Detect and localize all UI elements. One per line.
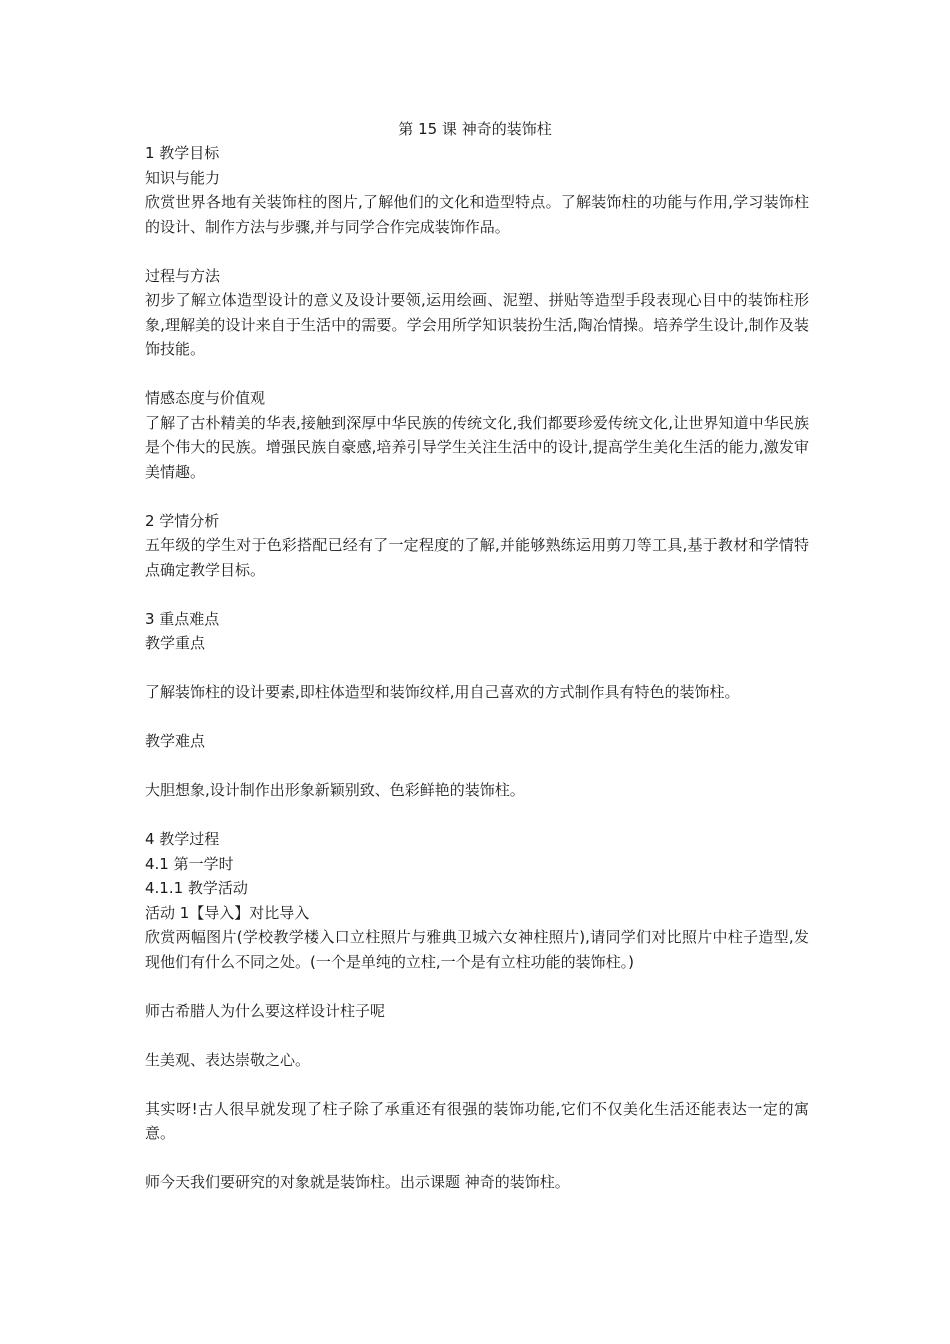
- paragraph-activity-intro: 欣赏两幅图片(学校教学楼入口立柱照片与雅典卫城六女神柱照片),请同学们对比照片中柱子造型,发现他们有什么不同之处。(一个是单纯的立柱,一个是有立柱功能的装饰柱。): [145, 928, 809, 971]
- subheading-focus: 教学重点: [145, 634, 206, 652]
- spacer: [145, 803, 809, 828]
- paragraph-explanation: 其实呀!古人很早就发现了柱子除了承重还有很强的装饰功能,它们不仅美化生活还能表达一定的寓意。: [145, 1099, 809, 1142]
- paragraph-topic-intro: 师今天我们要研究的对象就是装饰柱。出示课题 神奇的装饰柱。: [145, 1173, 570, 1191]
- subheading-process: 过程与方法: [145, 266, 221, 285]
- document-body: [145, 141, 809, 1195]
- spacer: [145, 974, 809, 999]
- subheading-activities: 4.1.1 教学活动: [145, 879, 248, 897]
- paragraph-teacher-question: 师古希腊人为什么要这样设计柱子呢: [145, 1001, 386, 1020]
- subheading-knowledge: 知识与能力: [145, 168, 221, 187]
- spacer: [145, 484, 809, 509]
- lesson-title: 第 15 课 神奇的装饰柱: [398, 120, 552, 138]
- paragraph-difficulty: 大胆想象,设计制作出形象新颖别致、色彩鲜艳的装饰柱。: [145, 781, 525, 799]
- paragraph-process: 初步了解立体造型设计的意义及设计要领,运用绘画、泥塑、拼贴等造型手段表现心目中的装饰柱形象,理解美的设计来自于生活中的需要。学会用所学知识装扮生活,陶冶情操。培养学生设计,制作及装饰技能。: [145, 291, 809, 358]
- section-heading-analysis: 2 学情分析: [145, 511, 220, 530]
- section-heading-objectives: 1 教学目标: [145, 144, 220, 162]
- spacer: [145, 1023, 809, 1048]
- spacer: [145, 754, 809, 779]
- spacer: [145, 656, 809, 681]
- subheading-attitude: 情感态度与价值观: [145, 389, 266, 407]
- spacer: [145, 582, 809, 607]
- section-heading-process: 4 教学过程: [145, 830, 220, 848]
- spacer: [145, 705, 809, 730]
- spacer: [145, 1146, 809, 1171]
- section-heading-key-points: 3 重点难点: [145, 609, 220, 628]
- activity-title: 活动 1【导入】对比导入: [145, 903, 310, 922]
- paragraph-knowledge: 欣赏世界各地有关装饰柱的图片,了解他们的文化和造型特点。了解装饰柱的功能与作用,学习装饰柱的设计、制作方法与步骤,并与同学合作完成装饰作品。: [145, 193, 809, 236]
- paragraph-attitude: 了解了古朴精美的华表,接触到深厚中华民族的传统文化,我们都要珍爱传统文化,让世界知道中华民族是个伟大的民族。增强民族自豪感,培养引导学生关注生活中的设计,提高学生美化生活的能力,激发审美情趣。: [145, 413, 809, 481]
- spacer: [145, 239, 809, 264]
- paragraph-analysis: 五年级的学生对于色彩搭配已经有了一定程度的了解,并能够熟练运用剪刀等工具,基于教材和学情特点确定教学目标。: [145, 536, 809, 579]
- subheading-difficulty: 教学难点: [145, 732, 206, 750]
- spacer: [145, 362, 809, 387]
- paragraph-focus: 了解装饰柱的设计要素,即柱体造型和装饰纹样,用自己喜欢的方式制作具有特色的装饰柱。: [145, 683, 740, 701]
- subheading-first-period: 4.1 第一学时: [145, 854, 234, 873]
- spacer: [145, 1072, 809, 1097]
- paragraph-student-answer: 生美观、表达崇敬之心。: [145, 1050, 311, 1069]
